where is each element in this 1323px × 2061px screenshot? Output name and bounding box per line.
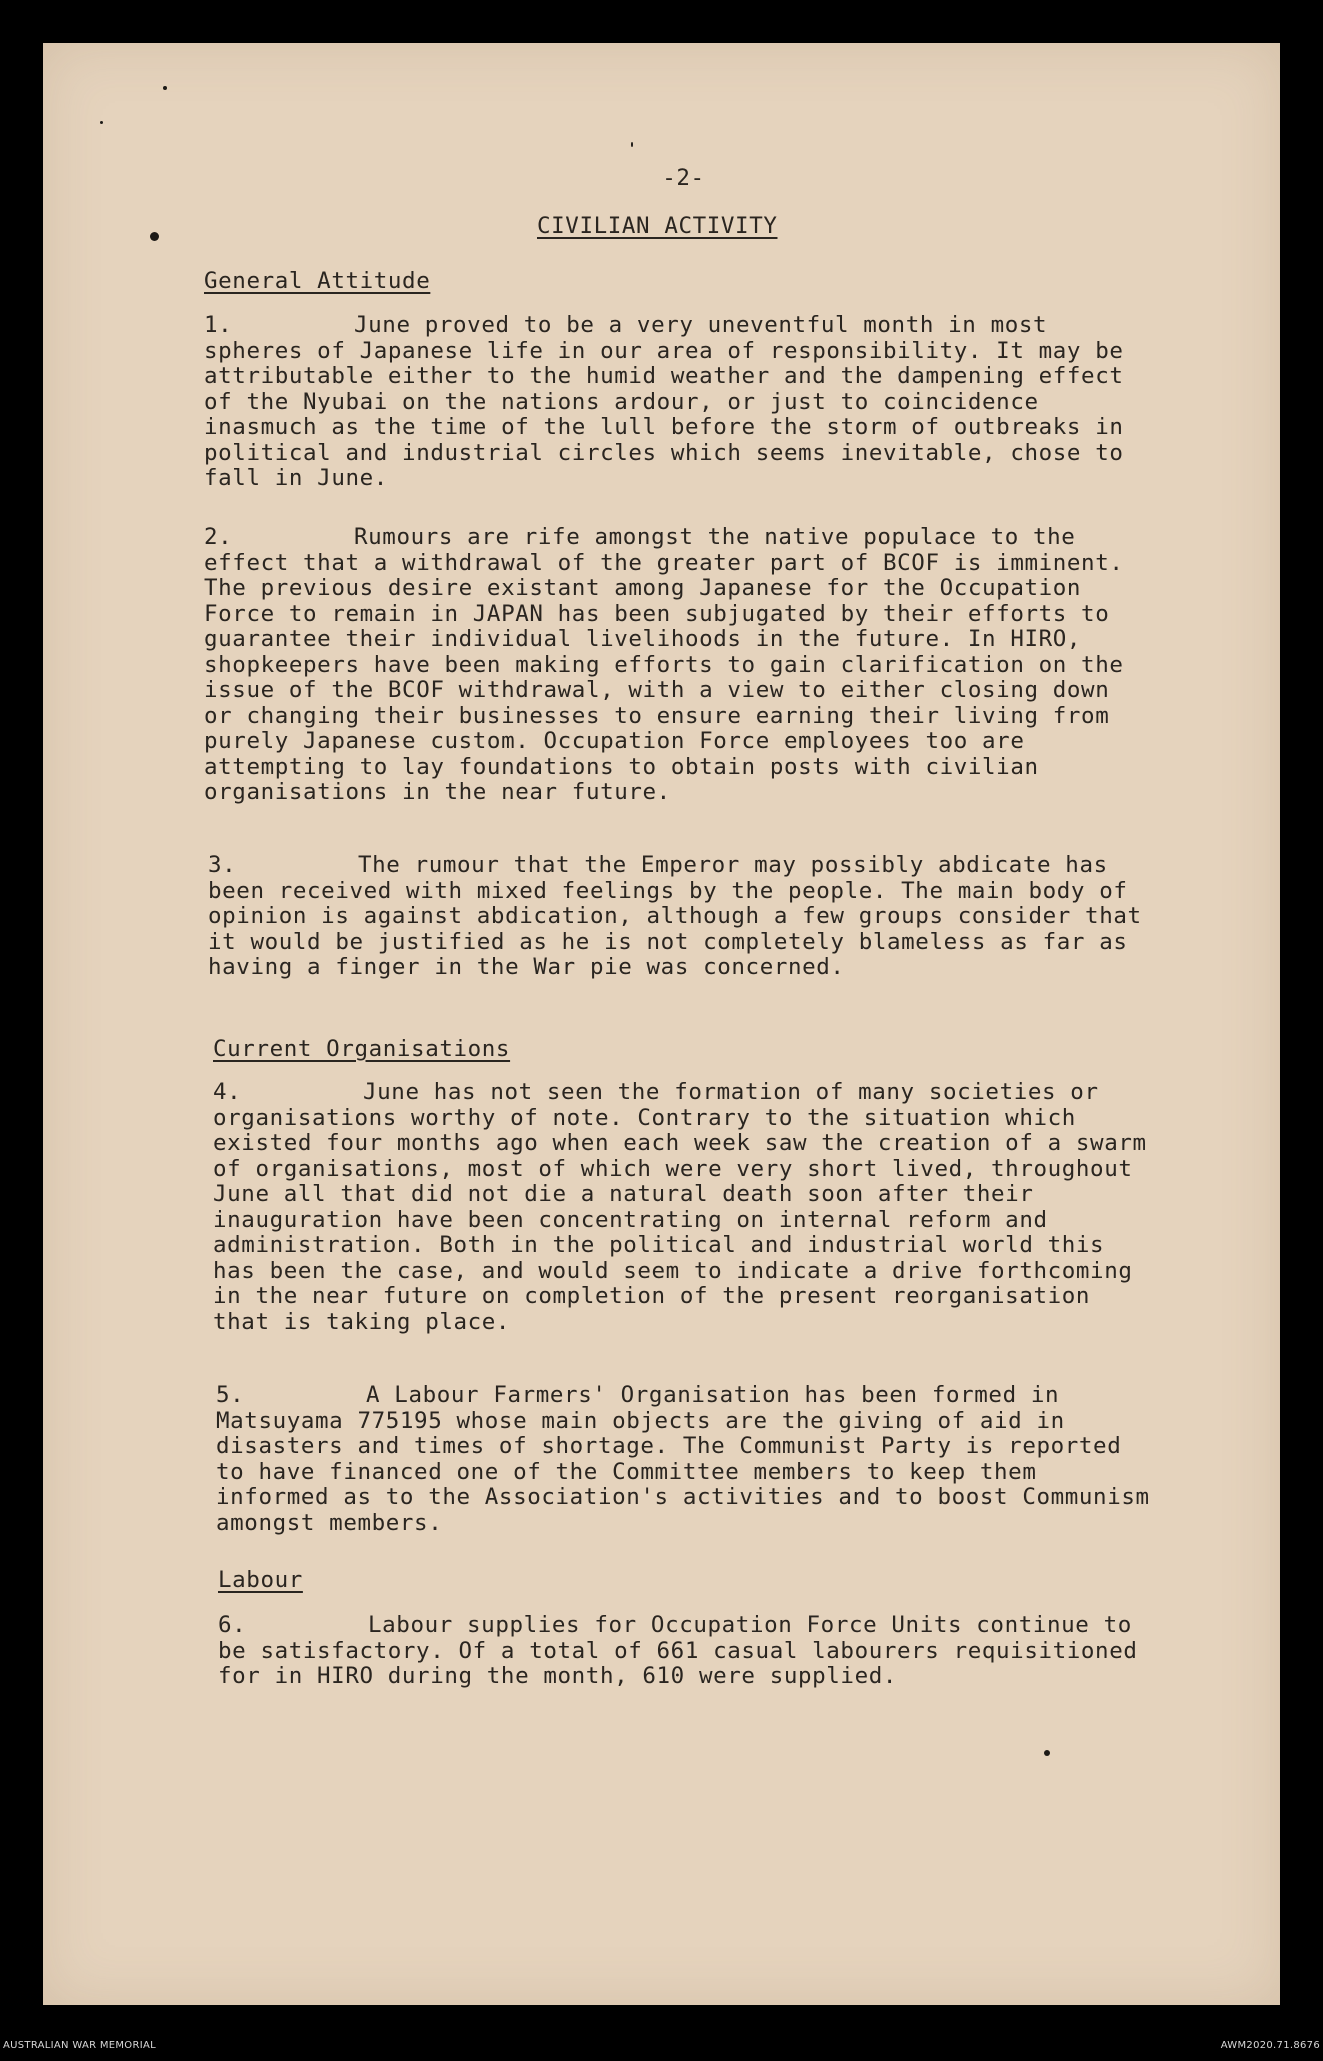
archive-credit: AUSTRALIAN WAR MEMORIAL [3,2040,156,2051]
ink-speck [631,142,633,147]
paragraph-text: June proved to be a very uneventful month in most spheres of Japanese life in our area of responsibility. It may be attributable either to the humid weather and the dampening effect of the Nyubai on the nations ardour, or just to coincidence inasmuch as the time of the lull before the storm of outbreaks in political and industrial circles which seems inevitable, chose to fall in June. [204,312,1138,491]
paragraph-5 [216,1382,1164,1536]
section-heading-labour: Labour [218,1567,303,1593]
archive-accession-number: AWM2020.71.8676 [1220,2040,1320,2051]
paragraph-number: 4. [213,1079,242,1105]
section-heading-current-organisations: Current Organisations [213,1036,511,1062]
paragraph-1 [204,313,1138,492]
ink-speck [163,86,167,90]
paragraph-number: 6. [218,1612,247,1638]
paragraph-number: 3. [208,852,237,878]
paragraph-3 [208,852,1156,981]
paragraph-2 [204,525,1138,806]
paragraph-number: 2. [204,524,233,550]
document-title: CIVILIAN ACTIVITY [537,213,778,239]
paragraph-number: 5. [216,1382,245,1408]
ink-speck [150,232,159,241]
paragraph-text: June has not seen the formation of many societies or organisations worthy of note. Contrary to the situation which existed four months ago when each week saw the creation of a swarm of organisations, most of which were very short lived, throughout June all that did not die a natural death soon after their inauguration have been concentrating on internal reform and administration. Both in the political and industrial world this has been the case, and would seem to indicate a drive forthcoming in the near future on completion of the present reorganisation that is taking place. [213,1079,1161,1335]
page-number: -2- [662,165,705,191]
paragraph-number: 1. [204,312,233,338]
ink-speck [100,121,103,124]
document-page [43,43,1280,2005]
paragraph-text: Labour supplies for Occupation Force Units continue to be satisfactory. Of a total of 661 casual labourers requisitioned for in HIRO during the month, 610 were supplied. [218,1612,1152,1689]
paragraph-6 [218,1613,1152,1690]
paragraph-text: A Labour Farmers' Organisation has been formed in Matsuyama 775195 whose main objects are the giving of aid in disasters and times of shortage. The Communist Party is reported to have financed one of the Committee members to keep them informed as to the Association's activities and to boost Communism amongst members. [216,1382,1164,1536]
paragraph-text: The rumour that the Emperor may possibly abdicate has been received with mixed feelings by the people. The main body of opinion is against abdication, although a few groups consider that it would be justified as he is not completely blameless as far as having a finger in the War pie was concerned. [208,852,1156,980]
ink-speck [1044,1750,1050,1756]
paragraph-4 [213,1079,1161,1335]
section-heading-general-attitude: General Attitude [204,268,431,294]
paragraph-text: Rumours are rife amongst the native populace to the effect that a withdrawal of the greater part of BCOF is imminent. The previous desire existant among Japanese for the Occupation Force to remain in JAPAN has been subjugated by their efforts to guarantee their individual livelihoods in the future. In HIRO, shopkeepers have been making efforts to gain clarification on the issue of the BCOF withdrawal, with a view to either closing down or changing their businesses to ensure earning their living from purely Japanese custom. Occupation Force employees too are attempting to lay foundations to obtain posts with civilian organisations in the near future. [204,524,1138,805]
